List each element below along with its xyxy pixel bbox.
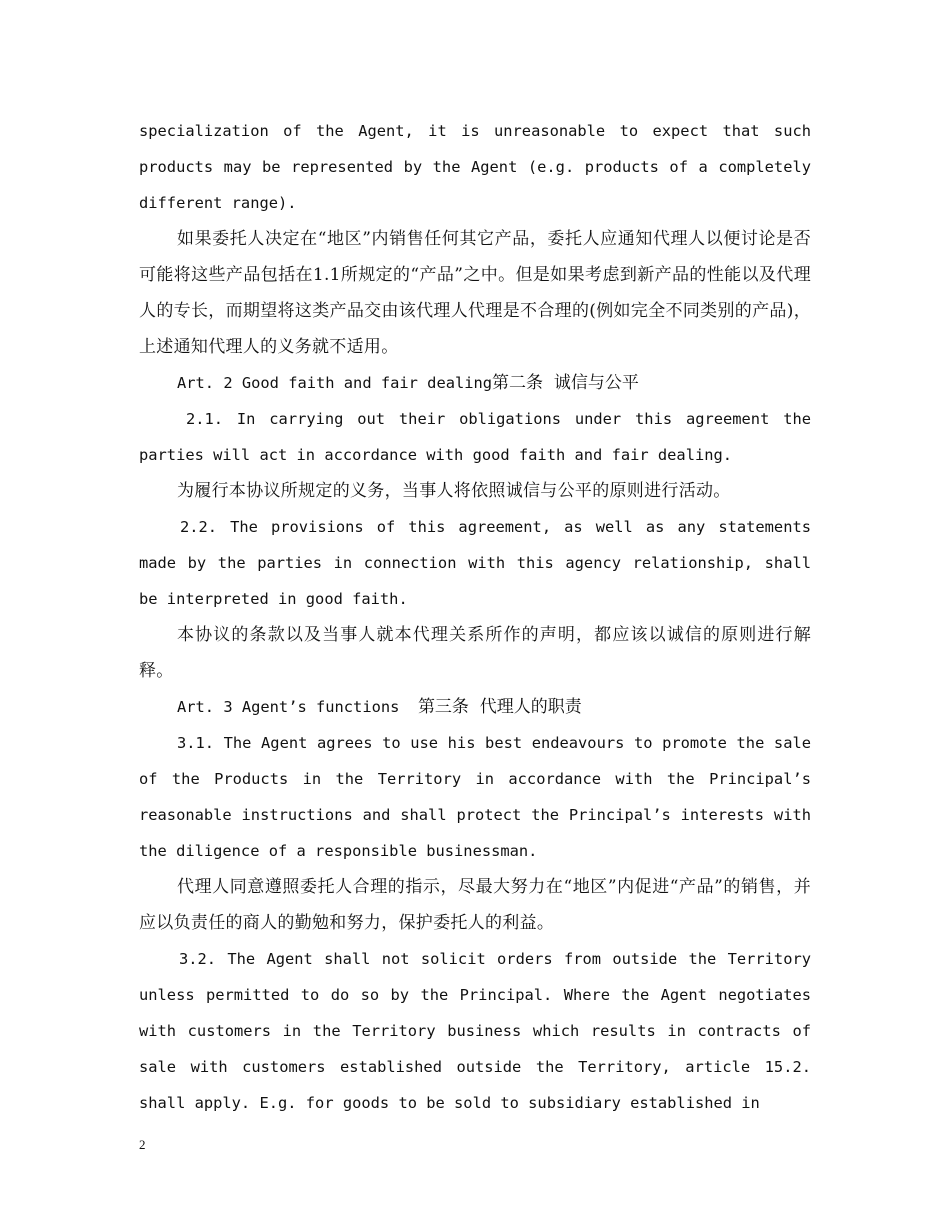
clause-2-2: 2.2. The provisions of this agreement, as well as any statements made by the parties in connection with this agency relationship, shall be interpreted in good faith. bbox=[139, 518, 811, 608]
document-body bbox=[139, 113, 811, 1121]
clause-2-1-chinese: 为履行本协议所规定的义务，当事人将依照诚信与公平的原则进行活动。 bbox=[177, 481, 731, 501]
article-3-heading-en: Art. 3 Agent’s functions bbox=[177, 698, 400, 716]
article-3-heading bbox=[139, 689, 811, 725]
article-3-heading-cn: 第三条 代理人的职责 bbox=[417, 697, 582, 717]
clause-3-2: 3.2. The Agent shall not solicit orders from outside the Territory unless permitted to do so by the Principal. Where the Agent negotiates with customers in the Territory business which results in contracts of sale with customers established outside the Territory, article 15.2. shall apply. E.g. for goods to be sold to subsidiary established in bbox=[139, 950, 811, 1112]
article-2-heading bbox=[139, 365, 811, 401]
article-2-heading-en: Art. 2 Good faith and fair dealing bbox=[177, 374, 493, 392]
paragraph-continuation: specialization of the Agent, it is unreasonable to expect that such products may be represented by the Agent (e.g. products of a completely different range). bbox=[139, 122, 811, 212]
page-number: 2 bbox=[139, 1137, 146, 1152]
article-2-heading-cn: 第二条 诚信与公平 bbox=[492, 373, 639, 393]
paragraph-chinese-other-products: 如果委托人决定在“地区”内销售任何其它产品，委托人应通知代理人以便讨论是否可能将这些产品包括在1.1所规定的“产品”之中。但是如果考虑到新产品的性能以及代理人的专长，而期望将这类产品交由该代理人代理是不合理的(例如完全不同类别的产品)，上述通知代理人的义务就不适用。 bbox=[139, 229, 811, 357]
clause-2-2-chinese: 本协议的条款以及当事人就本代理关系所作的声明，都应该以诚信的原则进行解释。 bbox=[139, 625, 811, 681]
clause-3-1: 3.1. The Agent agrees to use his best endeavours to promote the sale of the Products in the Territory in accordance with the Principal’s reasonable instructions and shall protect the Principal’s interests with the diligence of a responsible businessman. bbox=[139, 734, 811, 860]
clause-3-1-chinese: 代理人同意遵照委托人合理的指示，尽最大努力在“地区”内促进“产品”的销售，并应以负责任的商人的勤勉和努力，保护委托人的利益。 bbox=[139, 877, 811, 933]
clause-2-1: 2.1. In carrying out their obligations under this agreement the parties will act in accordance with good faith and fair dealing. bbox=[139, 410, 811, 464]
